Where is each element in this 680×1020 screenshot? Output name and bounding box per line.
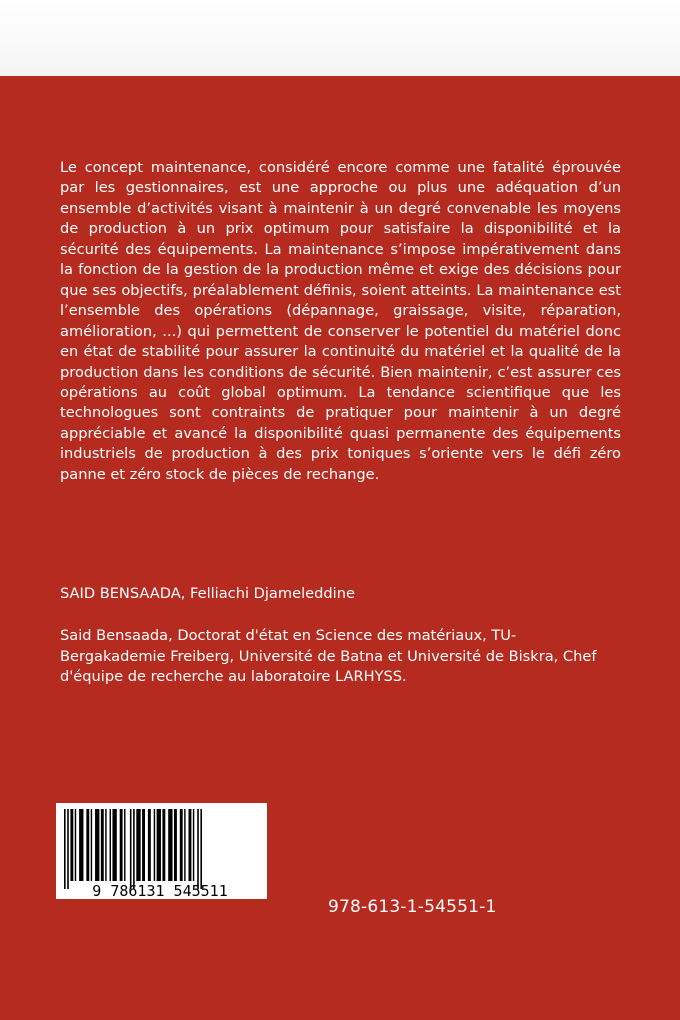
- barcode-bar: [101, 809, 104, 881]
- barcode-bar: [75, 809, 76, 881]
- barcode-bar: [184, 809, 185, 881]
- blurb-text: Le concept maintenance, considéré encore comme une fatalité éprouvée par les gestionnaires, est une approche ou plus une adéquation d’un ensemble d’activités visant à maintenir à un degré convenable les moyens de production à un prix optimum pour satisfaire la disponibilité et la sécurité des équipements. La maintenance s’impose impérativement dans la fonction de la gestion de la production même et exige des décisions pour que ses objectifs, préalablement définis, soient atteints. La maintenance est l’ensemble des opérations (dépannage, graissage, visite, réparation, amélioration, ...) qui permettent de conserver le potentiel du matériel donc en état de stabilité pour assurer la continuité du matériel et la qualité de la production dans les conditions de sécurité. Bien maintenir, c’est assurer ces opérations au coût global optimum. La tendance scientifique que les technologues sont contraints de pratiquer pour maintenir à un degré appréciable et avancé la disponibilité quasi permanente des équipements industriels de production à des prix toniques s’oriente vers le défi zéro panne et zéro stock de pièces de rechange.: [60, 159, 621, 483]
- barcode-bar: [79, 809, 83, 881]
- barcode-bar: [180, 809, 183, 881]
- barcode-bar: [148, 809, 151, 881]
- barcode-bar: [200, 809, 202, 889]
- back-cover: [0, 76, 680, 1020]
- barcode-graphic: [56, 803, 267, 899]
- barcode-bar: [162, 809, 165, 881]
- barcode-bar: [112, 809, 116, 881]
- barcode-bar: [168, 809, 172, 881]
- barcode-bar: [86, 809, 89, 881]
- barcode-bar: [91, 809, 92, 881]
- barcode-bar: [130, 809, 132, 889]
- barcode-bar: [105, 809, 106, 881]
- barcode-bar: [124, 809, 125, 881]
- barcode-bar: [142, 809, 145, 881]
- author-bio: Said Bensaada, Doctorat d'état en Science des matériaux, TU-Bergakademie Freiberg, Université de Batna et Université de Biskra, Chef d'équipe de recherche au laboratoire LARHYSS.: [60, 627, 597, 685]
- barcode-bar: [110, 809, 111, 881]
- barcode-bar: [67, 809, 69, 889]
- barcode-bar: [193, 809, 194, 881]
- barcode-bar: [197, 809, 199, 889]
- barcode: [56, 803, 267, 899]
- barcode-bar: [136, 809, 140, 881]
- barcode-bar: [64, 809, 66, 889]
- barcode-bar: [120, 809, 123, 881]
- barcode-bar: [70, 809, 73, 881]
- top-white-band: [0, 0, 680, 76]
- barcode-bar: [157, 809, 161, 881]
- barcode-digits: 9 786131 545511: [92, 882, 228, 899]
- barcode-bar: [133, 809, 135, 889]
- authors: SAID BENSAADA, Felliachi Djameleddine: [60, 585, 355, 602]
- isbn: 978-613-1-54551-1: [328, 897, 497, 917]
- barcode-bar: [95, 809, 99, 881]
- barcode-bar: [174, 809, 177, 881]
- barcode-bar: [154, 809, 155, 881]
- barcode-bar: [189, 809, 192, 881]
